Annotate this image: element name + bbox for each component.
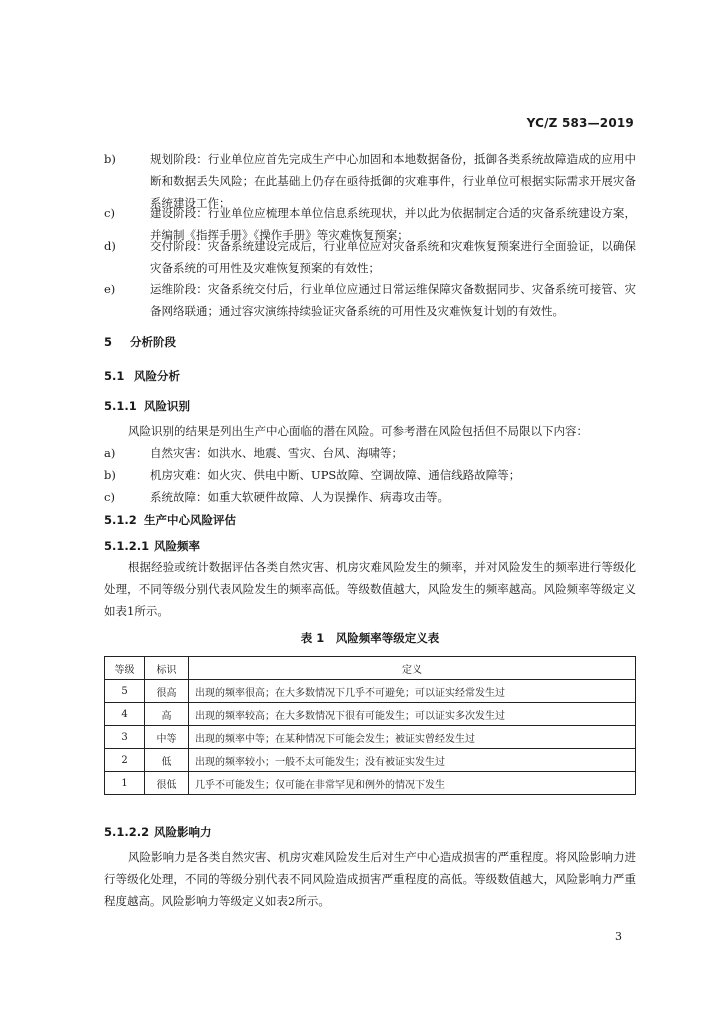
section-title: 风险频率 bbox=[154, 539, 200, 553]
cell-mark: 很高 bbox=[145, 680, 189, 703]
impact-paragraph: 风险影响力是各类自然灾害、机房灾难风险发生后对生产中心造成损害的严重程度。将风险影响力进行等级化处理，不同的等级分别代表不同风险造成损害严重程度的高低。等级数值越大，风险影响力严重程度越高。风险影响力等级定义如表2所示。 bbox=[104, 850, 636, 908]
section-number: 5.1.2 bbox=[104, 513, 137, 527]
list-text: 机房灾难：如火灾、供电中断、UPS故障、空调故障、通信线路故障等； bbox=[150, 468, 521, 482]
list-text: 规划阶段：行业单位应首先完成生产中心加固和本地数据备份，抵御各类系统故障造成的应用中断和数据丢失风险；在此基础上仍存在亟待抵御的灾难事件，行业单位可根据实际需求开展灾备系统建设工作； bbox=[150, 152, 636, 210]
cell-definition: 出现的频率很高；在大多数情况下几乎不可避免；可以证实经常发生过 bbox=[189, 680, 636, 703]
frequency-paragraph: 根据经验或统计数据评估各类自然灾害、机房灾难风险发生的频率，并对风险发生的频率进行等级化处理，不同等级分别代表风险发生的频率高低。等级数值越大，风险发生的频率越高。风险频率等级定义如表1所示。 bbox=[104, 560, 636, 618]
section-title: 风险识别 bbox=[144, 399, 190, 413]
cell-definition: 几乎不可能发生；仅可能在非常罕见和例外的情况下发生 bbox=[189, 772, 636, 795]
table-row bbox=[105, 772, 636, 795]
risk-frequency-table bbox=[104, 656, 636, 795]
section-number: 5 bbox=[104, 335, 113, 349]
cell-level: 5 bbox=[105, 680, 145, 703]
section-5-heading bbox=[104, 334, 176, 350]
list-text: 自然灾害：如洪水、地震、雪灾、台风、海啸等； bbox=[150, 446, 403, 460]
list-marker: d) bbox=[104, 239, 116, 253]
section-title: 风险分析 bbox=[134, 369, 180, 383]
risk-item-a bbox=[104, 442, 636, 464]
table-row bbox=[105, 680, 636, 703]
header-mark: 标识 bbox=[145, 657, 189, 680]
section-title: 分析阶段 bbox=[130, 335, 176, 349]
header-definition: 定义 bbox=[189, 657, 636, 680]
phase-item-e bbox=[104, 278, 636, 322]
cell-definition: 出现的频率较高；在大多数情况下很有可能发生；可以证实多次发生过 bbox=[189, 703, 636, 726]
table-header-row bbox=[105, 657, 636, 680]
list-text: 建设阶段：行业单位应梳理本单位信息系统现状，并以此为依据制定合适的灾备系统建设方案，并编制《指挥手册》《操作手册》等灾难恢复预案； bbox=[150, 206, 636, 242]
list-text: 交付阶段：灾备系统建设完成后，行业单位应对灾备系统和灾难恢复预案进行全面验证，以确保灾备系统的可用性及灾难恢复预案的有效性； bbox=[150, 239, 636, 275]
standard-code: YC/Z 583—2019 bbox=[526, 116, 634, 130]
section-title: 生产中心风险评估 bbox=[144, 513, 236, 527]
risk-item-b bbox=[104, 464, 636, 486]
cell-mark: 低 bbox=[145, 749, 189, 772]
table-1-caption: 表 1 风险频率等级定义表 bbox=[300, 631, 440, 645]
section-5-1-2-heading bbox=[104, 512, 236, 528]
section-number: 5.1.1 bbox=[104, 399, 137, 413]
section-5-1-2-2-heading bbox=[104, 824, 212, 840]
section-number: 5.1.2.1 bbox=[104, 539, 150, 553]
page-number: 3 bbox=[615, 930, 622, 943]
section-5-1-2-1-heading bbox=[104, 538, 200, 554]
list-marker: b) bbox=[104, 152, 116, 166]
cell-level: 1 bbox=[105, 772, 145, 795]
section-title: 风险影响力 bbox=[154, 825, 212, 839]
phase-item-d bbox=[104, 235, 636, 279]
cell-level: 4 bbox=[105, 703, 145, 726]
cell-mark: 很低 bbox=[145, 772, 189, 795]
risk-item-c bbox=[104, 486, 636, 508]
table-row bbox=[105, 703, 636, 726]
cell-mark: 高 bbox=[145, 703, 189, 726]
section-number: 5.1.2.2 bbox=[104, 825, 150, 839]
list-marker: b) bbox=[104, 468, 116, 482]
cell-mark: 中等 bbox=[145, 726, 189, 749]
risk-intro-paragraph: 风险识别的结果是列出生产中心面临的潜在风险。可参考潜在风险包括但不局限以下内容： bbox=[128, 424, 588, 438]
cell-level: 3 bbox=[105, 726, 145, 749]
cell-definition: 出现的频率较小；一般不太可能发生；没有被证实发生过 bbox=[189, 749, 636, 772]
section-number: 5.1 bbox=[104, 369, 125, 383]
list-text: 运维阶段：灾备系统交付后，行业单位应通过日常运维保障灾备数据同步、灾备系统可接管、灾备网络联通；通过容灾演练持续验证灾备系统的可用性及灾难恢复计划的有效性。 bbox=[150, 282, 636, 318]
list-marker: c) bbox=[104, 206, 115, 220]
list-marker: a) bbox=[104, 446, 116, 460]
cell-level: 2 bbox=[105, 749, 145, 772]
list-text: 系统故障：如重大软硬件故障、人为误操作、病毒攻击等。 bbox=[150, 490, 449, 504]
table-row bbox=[105, 726, 636, 749]
header-level: 等级 bbox=[105, 657, 145, 680]
table-row bbox=[105, 749, 636, 772]
list-marker: c) bbox=[104, 490, 115, 504]
cell-definition: 出现的频率中等；在某种情况下可能会发生；被证实曾经发生过 bbox=[189, 726, 636, 749]
list-marker: e) bbox=[104, 282, 116, 296]
section-5-1-1-heading bbox=[104, 398, 190, 414]
section-5-1-heading bbox=[104, 368, 180, 384]
